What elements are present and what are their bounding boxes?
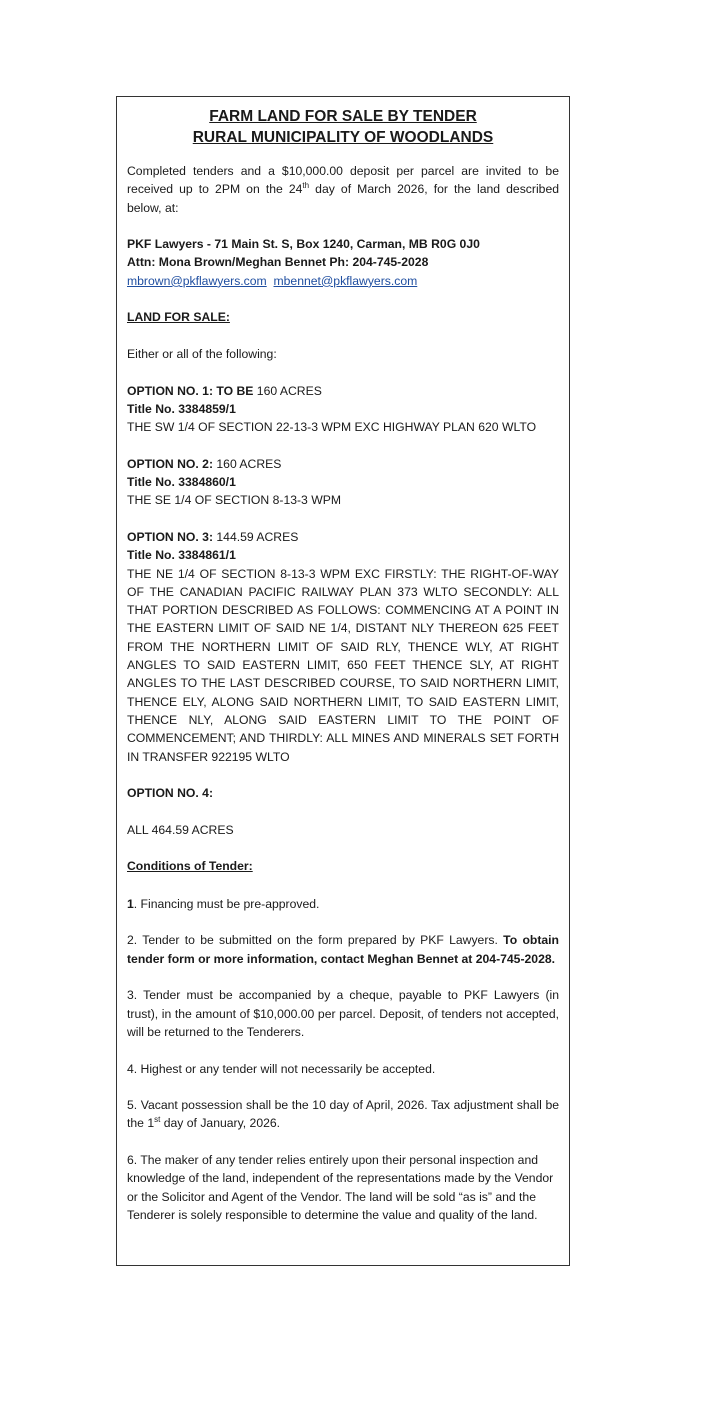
option-title-no: Title No. 3384860/1: [127, 475, 236, 490]
land-for-sale-heading: LAND FOR SALE:: [127, 310, 230, 325]
option-description: THE SW 1/4 OF SECTION 22-13-3 WPM EXC HIGHWAY PLAN 620 WLTO: [127, 420, 537, 435]
option-label: OPTION NO. 1: TO BE: [127, 383, 254, 398]
condition-text: 2. Tender to be submitted on the form prepared by PKF Lawyers.: [127, 933, 504, 948]
option-label: OPTION NO. 4:: [127, 786, 213, 801]
condition-contact-text: To obtain tender form or more information, contact Meghan Bennet at 204-745-2028.: [127, 933, 559, 966]
option-acres: 160 ACRES: [213, 456, 282, 471]
option-description: ALL 464.59 ACRES: [127, 822, 234, 837]
condition-text: 5. Vacant possession shall be the 10 day of April, 2026. Tax adjustment shall be the 1: [127, 1098, 559, 1131]
condition-5: [127, 1096, 559, 1133]
intro-text: Completed tenders and a $10,000.00 deposit per parcel are invited to be received up to 2PM on the 24: [127, 164, 559, 197]
email-link-bennet[interactable]: mbennet@pkflawyers.com: [273, 273, 418, 288]
condition-text: . Financing must be pre-approved.: [133, 896, 320, 911]
option-4: [127, 784, 559, 839]
conditions-heading: Conditions of Tender:: [127, 859, 253, 874]
contact-attn: Attn: Mona Brown/Meghan Bennet Ph: 204-745-2028: [127, 255, 429, 270]
contact-address: PKF Lawyers - 71 Main St. S, Box 1240, Carman, MB R0G 0J0: [127, 237, 480, 252]
contact-emails: [127, 272, 559, 290]
condition-1: [127, 895, 559, 913]
condition-number: 1: [127, 896, 134, 911]
tender-notice: [116, 96, 570, 1266]
option-label: OPTION NO. 2:: [127, 456, 213, 471]
option-2: [127, 455, 559, 510]
intro-sup: th: [302, 181, 310, 191]
notice-title-line2: RURAL MUNICIPALITY OF WOODLANDS: [192, 129, 494, 146]
option-3: [127, 528, 559, 766]
option-title-no: Title No. 3384861/1: [127, 548, 236, 563]
intro-text-cont: day of March 2026, for the land described below, at:: [127, 182, 559, 215]
condition-text-cont: day of January, 2026.: [160, 1116, 281, 1131]
condition-2: [127, 931, 559, 968]
email-link-brown[interactable]: mbrown@pkflawyers.com: [127, 273, 267, 288]
option-description: THE SE 1/4 OF SECTION 8-13-3 WPM: [127, 493, 342, 508]
either-text: Either or all of the following:: [127, 346, 277, 361]
option-label: OPTION NO. 3:: [127, 529, 213, 544]
option-1: [127, 382, 559, 437]
condition-6: 6. The maker of any tender relies entirely upon their personal inspection and knowledge of the land, independent of the representations made by the Vendor or the Solicitor and Agent of the Vendor. The land will be sold “as is” and the Tenderer is solely responsible to determine the value and quality of the land.: [127, 1153, 554, 1222]
notice-title-line1: FARM LAND FOR SALE BY TENDER: [209, 108, 477, 125]
intro-paragraph: [127, 162, 559, 217]
condition-4: 4. Highest or any tender will not necessarily be accepted.: [127, 1061, 436, 1076]
condition-3: 3. Tender must be accompanied by a cheque, payable to PKF Lawyers (in trust), in the amount of $10,000.00 per parcel. Deposit, of tenders not accepted, will be returned to the Tenderers.: [127, 988, 559, 1039]
option-description: THE NE 1/4 OF SECTION 8-13-3 WPM EXC FIRSTLY: THE RIGHT-OF-WAY OF THE CANADIAN PACIFIC RAILWAY PLAN 373 WLTO SECONDLY: ALL THAT PORTION DESCRIBED AS FOLLOWS: COMMENCING AT A POINT IN THE EASTERN LIMIT OF SAID NE 1/4, DISTANT NLY THEREON 625 FEET FROM THE NORTHERN LIMIT OF SAID RLY, THENCE WLY, AT RIGHT ANGLES TO SAID EASTERN LIMIT, 650 FEET THENCE SLY, AT RIGHT ANGLES TO THE LAST DESCRIBED COURSE, TO SAID NORTHERN LIMIT, THENCE ELY, ALONG SAID NORTHERN LIMIT, TO SAID EASTERN LIMIT, THENCE NLY, ALONG SAID EASTERN LIMIT TO THE POINT OF COMMENCEMENT; AND THIRDLY: ALL MINES AND MINERALS SET FORTH IN TRANSFER 922195 WLTO: [127, 566, 559, 764]
option-acres: 160 ACRES: [253, 383, 322, 398]
option-acres: 144.59 ACRES: [213, 529, 299, 544]
option-title-no: Title No. 3384859/1: [127, 401, 236, 416]
condition-sup: st: [154, 1115, 161, 1125]
